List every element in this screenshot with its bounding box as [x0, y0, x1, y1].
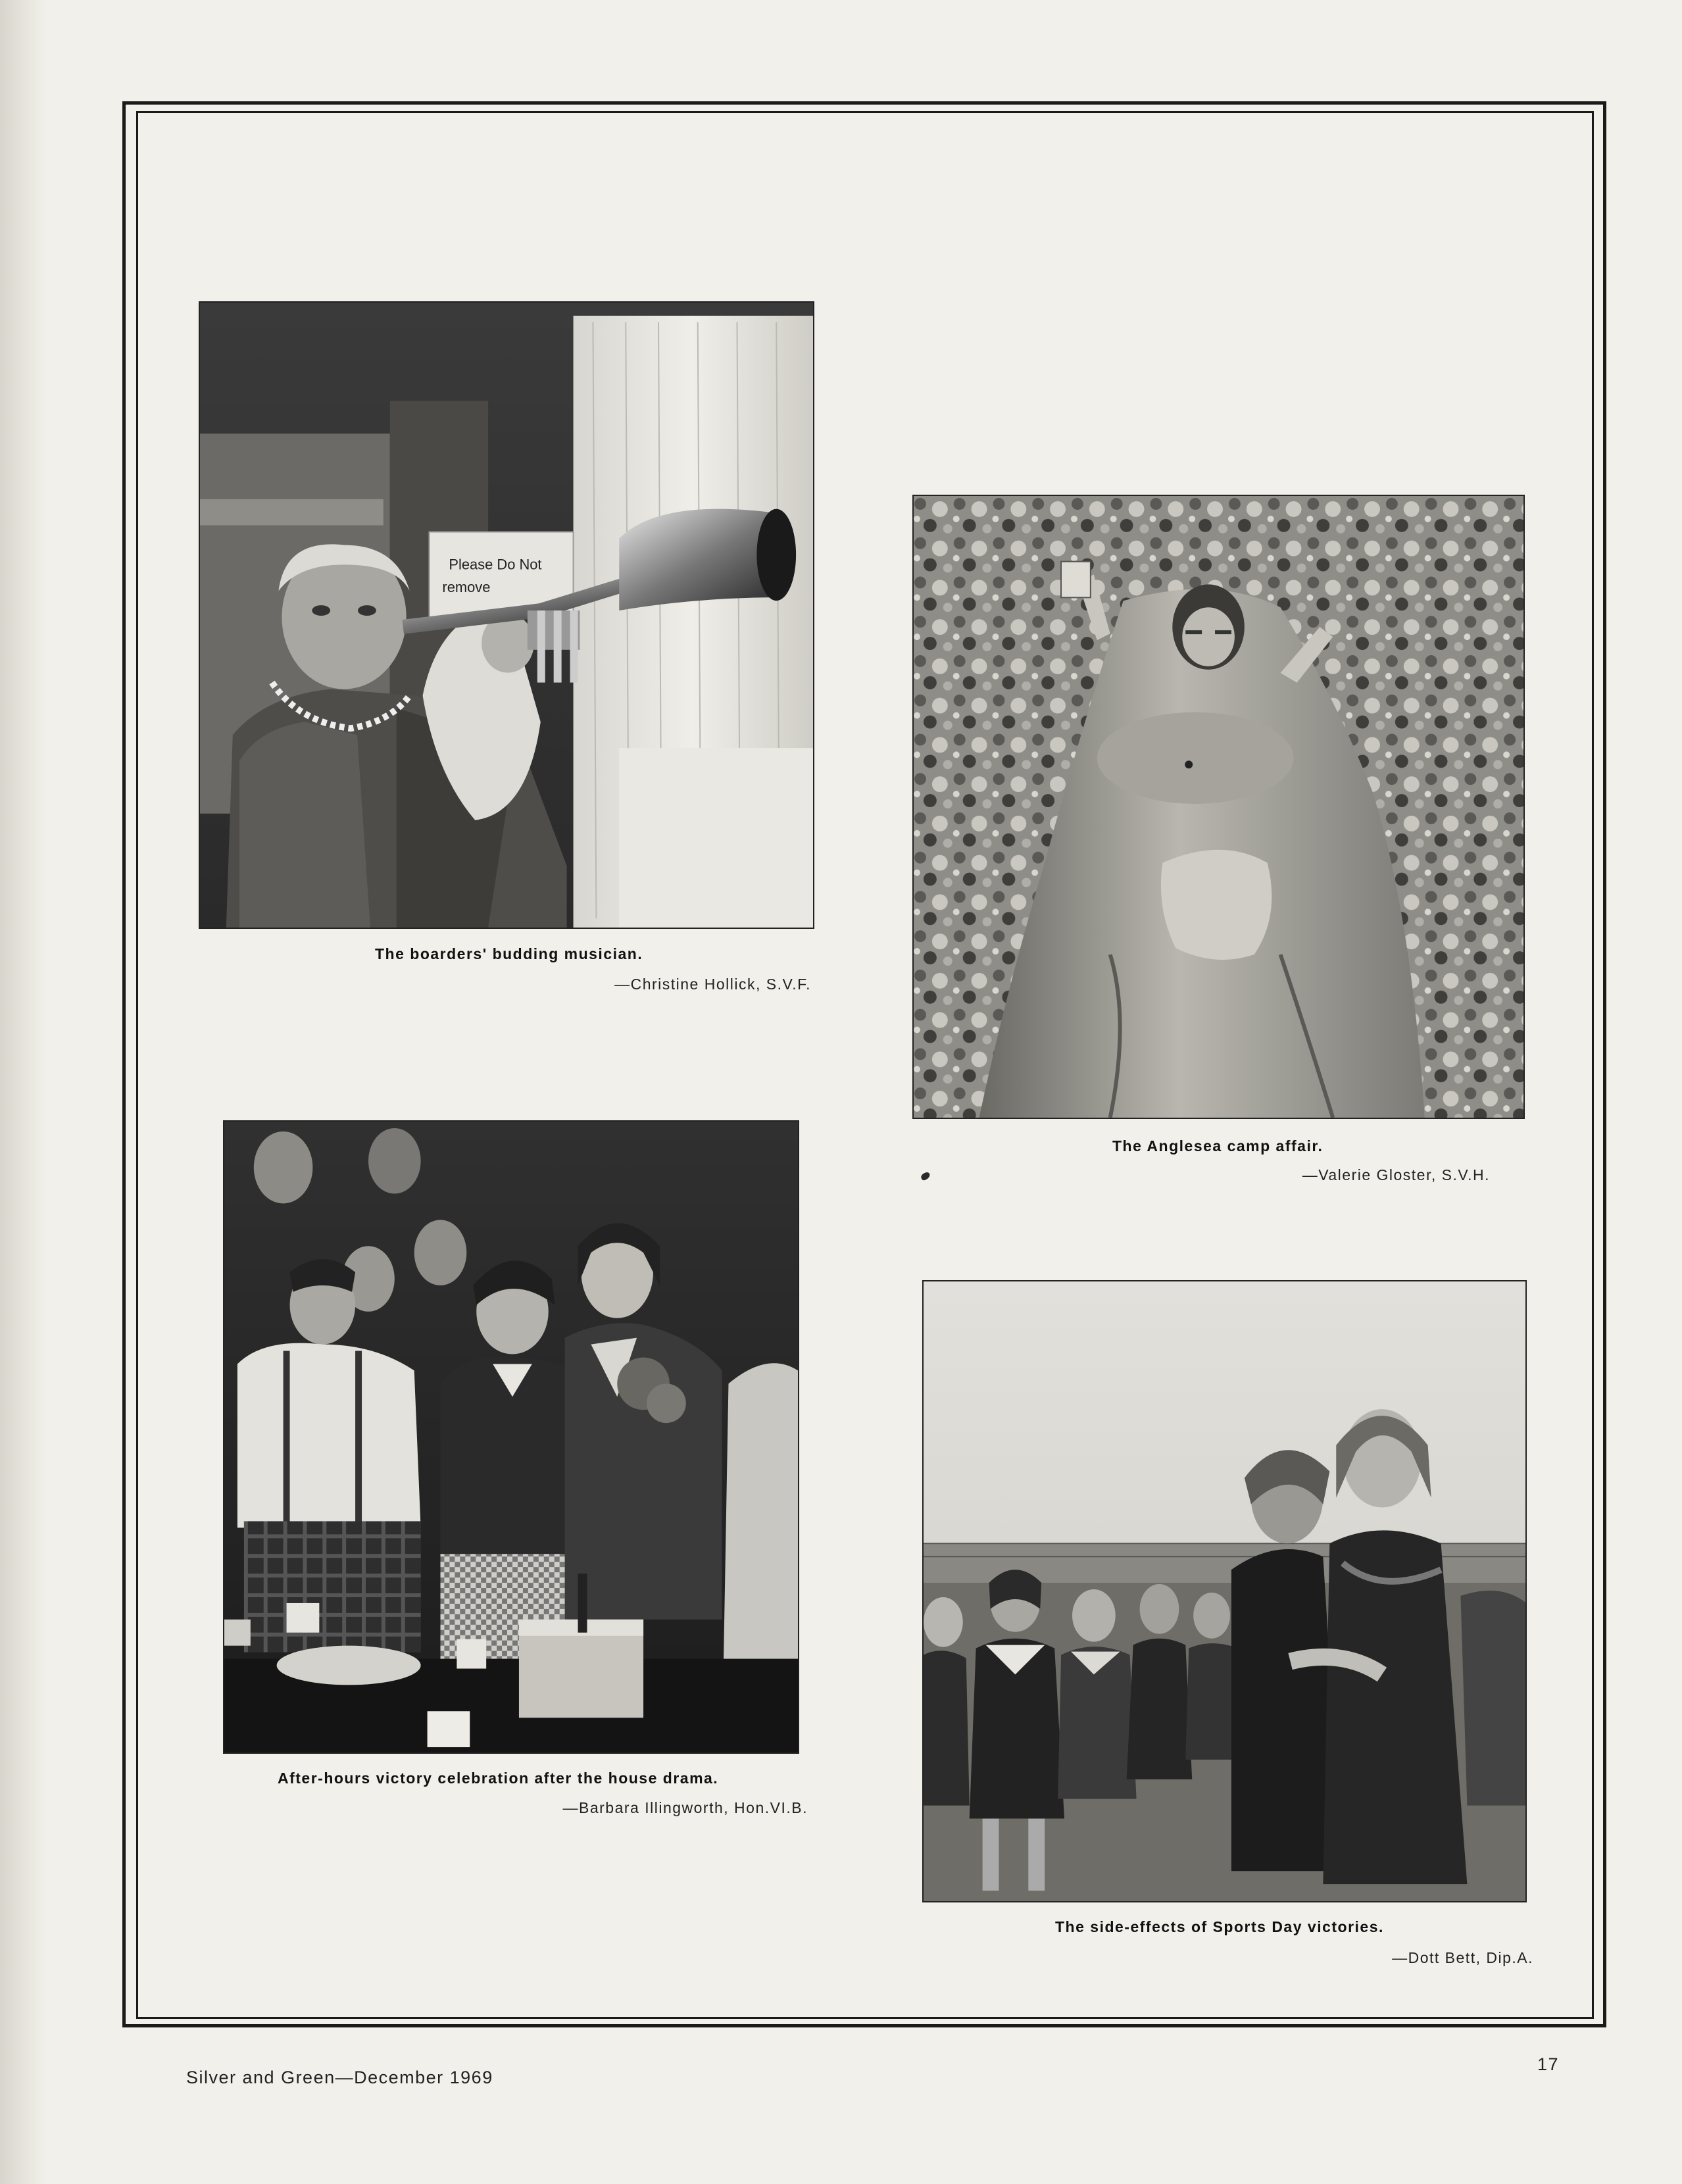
page-number: 17	[1537, 2054, 1560, 2074]
photo-caption: The side-effects of Sports Day victories.	[1055, 1918, 1384, 1935]
photo-sports-day	[922, 1280, 1527, 1902]
photo-caption: The Anglesea camp affair.	[1112, 1137, 1323, 1154]
publication-footer: Silver and Green—December 1969	[186, 2068, 493, 2087]
photo-caption: The boarders' budding musician.	[375, 945, 643, 962]
photo-anglesea	[912, 495, 1525, 1119]
photo-credit: —Valerie Gloster, S.V.H.	[1302, 1166, 1490, 1183]
photo-credit: —Christine Hollick, S.V.F.	[614, 976, 811, 993]
sign-text-line1: Please Do Not	[449, 556, 542, 573]
photo-celebration	[223, 1120, 799, 1754]
sign-text-line2: remove	[442, 579, 491, 596]
photo-credit: —Barbara Illingworth, Hon.VI.B.	[562, 1799, 808, 1816]
photo-caption: After-hours victory celebration after the house drama.	[278, 1770, 719, 1787]
photo-credit: —Dott Bett, Dip.A.	[1392, 1949, 1533, 1966]
photo-musician	[199, 301, 814, 929]
binding-edge	[0, 0, 46, 2184]
